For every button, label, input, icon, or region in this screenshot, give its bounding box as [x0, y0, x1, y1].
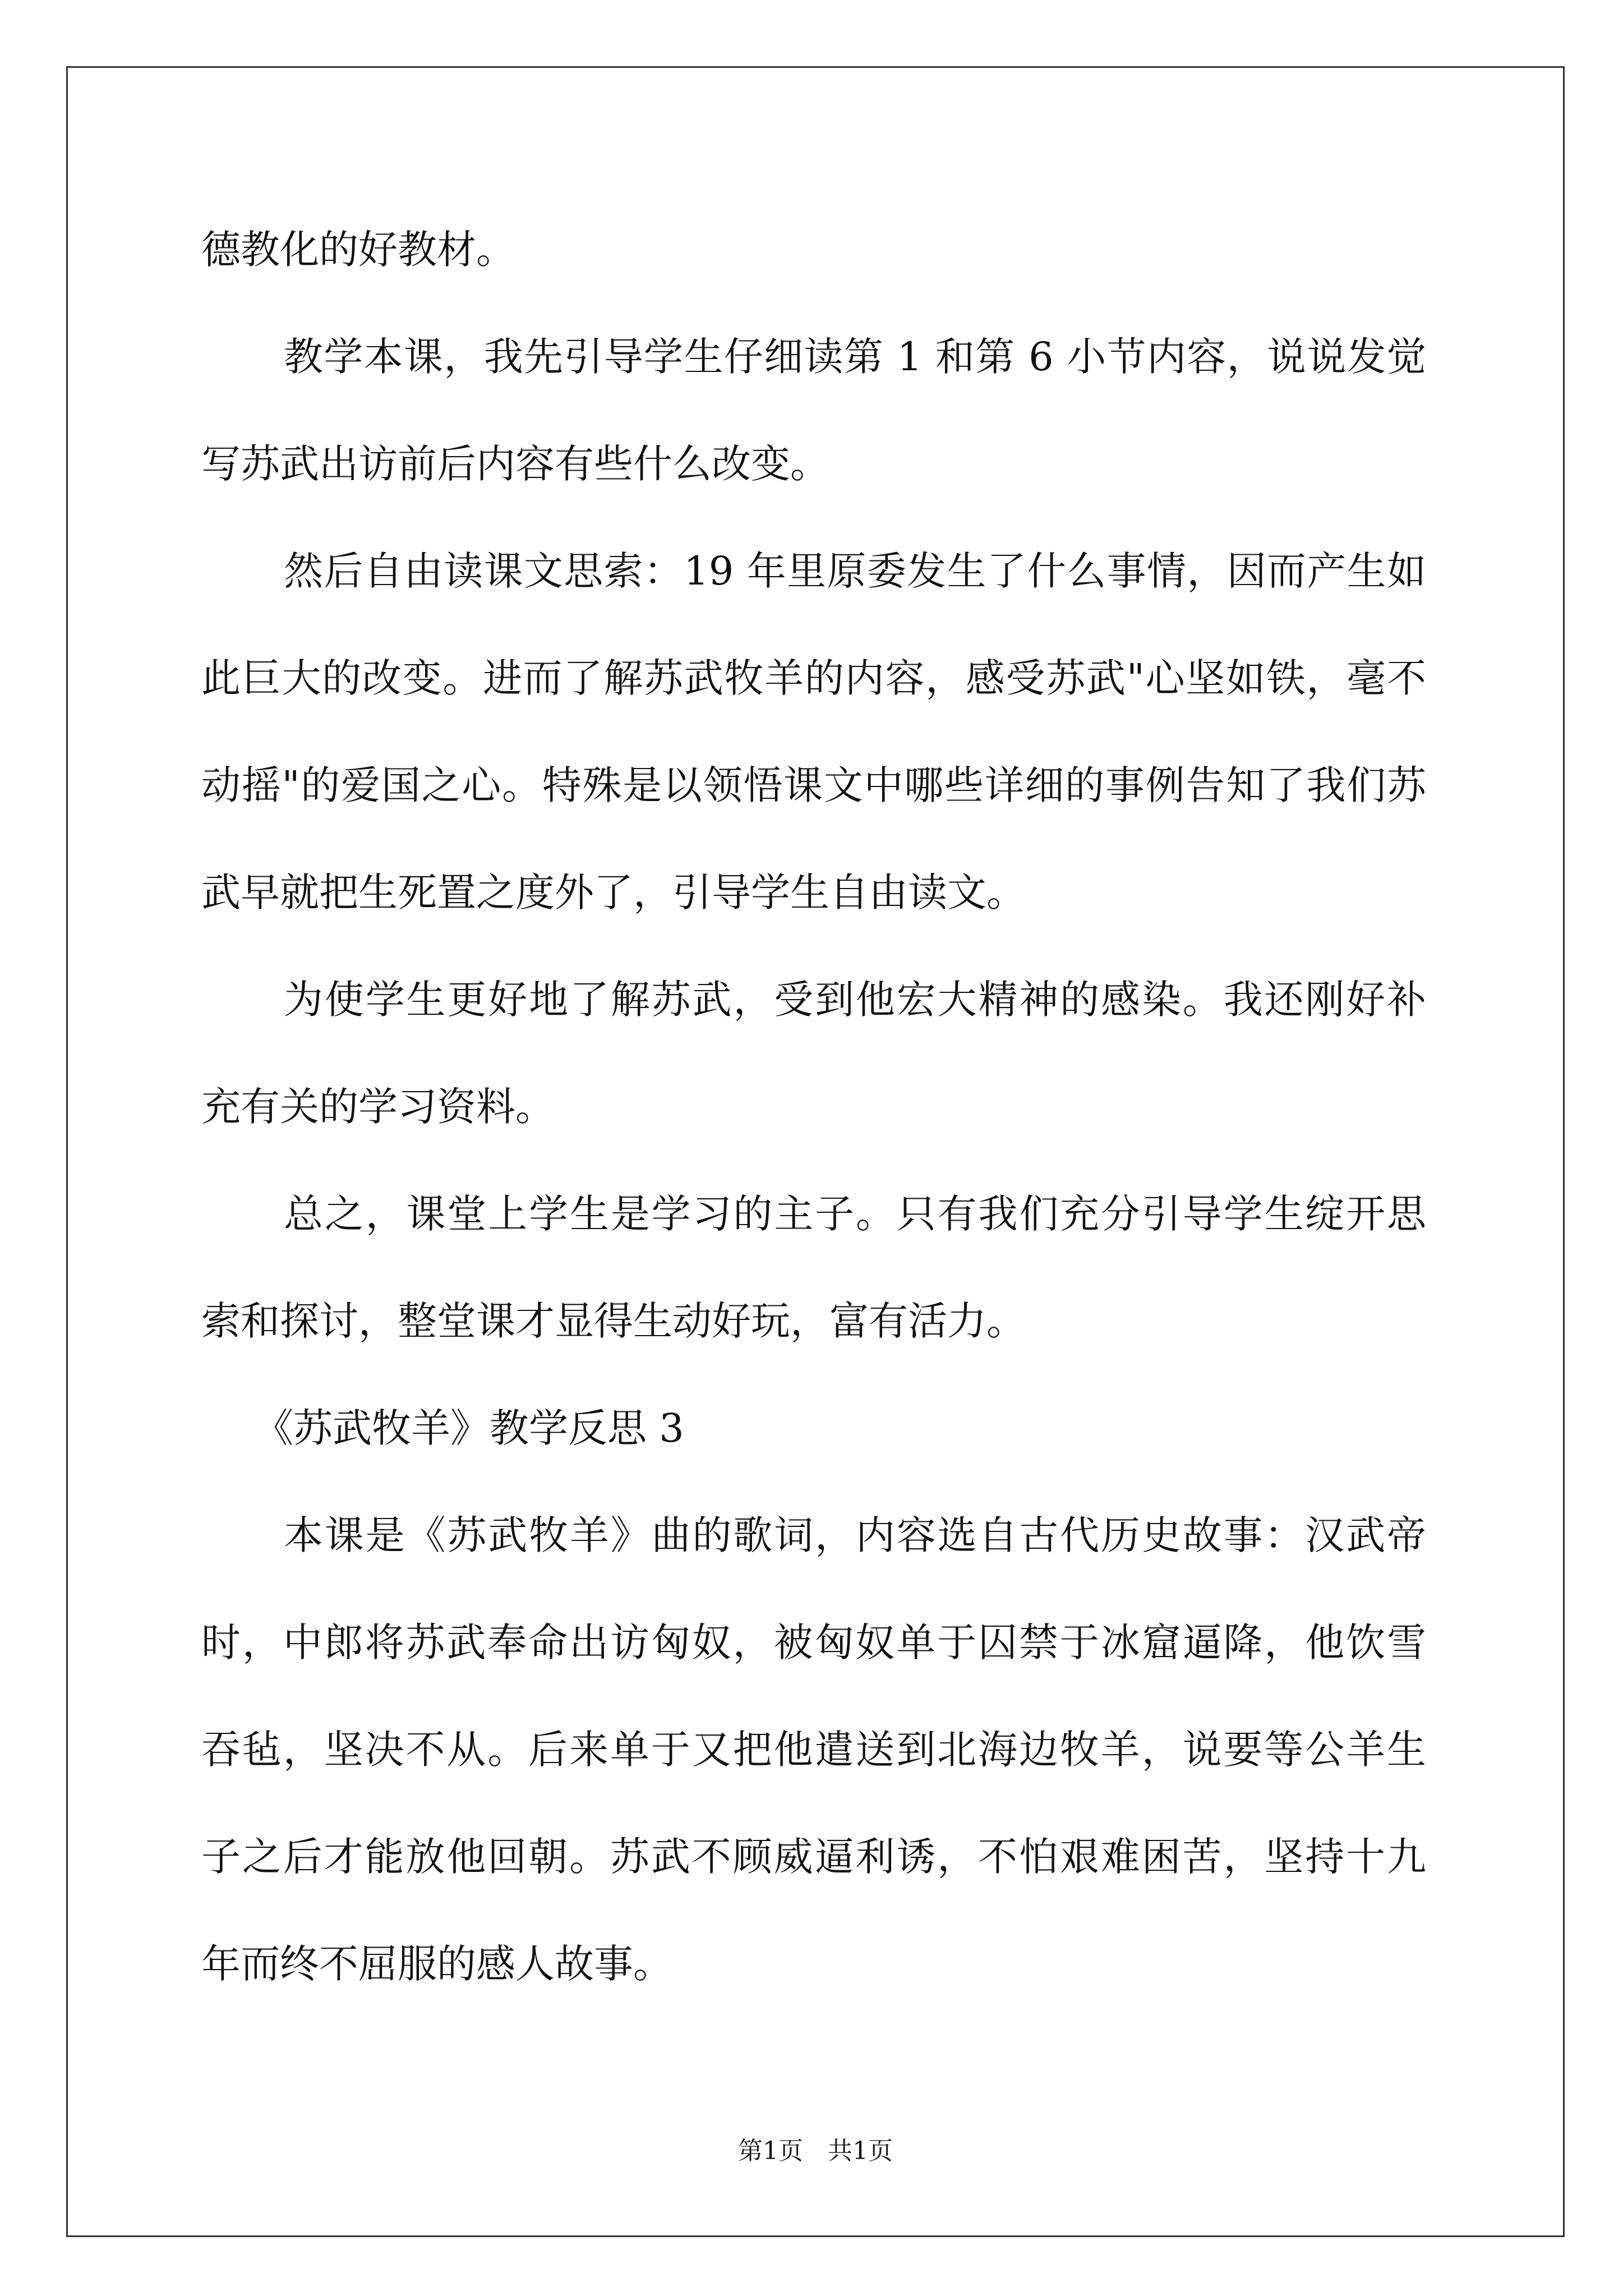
paragraph — [201, 518, 1426, 946]
paragraph-line: 武早就把生死置之度外了，引导学生自由读文。 — [201, 869, 1026, 915]
paragraph-line: 为使学生更好地了解苏武，受到他宏大精神的感染。我还刚好补 — [284, 977, 1426, 1023]
paragraph-line: 吞毡，坚决不从。后来单于又把他遣送到北海边牧羊，说要等公羊生 — [201, 1727, 1426, 1773]
paragraph-line: 教学本课，我先引导学生仔细读第 1 和第 6 小节内容，说说发觉 — [284, 334, 1426, 380]
paragraph-line: 德教化的好教材。 — [201, 227, 515, 273]
paragraph — [201, 1161, 1426, 1375]
paragraph — [201, 1482, 1426, 2018]
paragraph-line: 充有关的学习资料。 — [201, 1084, 555, 1130]
section-heading: 《苏武牧羊》教学反思 3 — [254, 1405, 684, 1451]
paragraph-line: 此巨大的改变。进而了解苏武牧羊的内容，感受苏武"心坚如铁，毫不 — [201, 655, 1426, 701]
paragraph — [201, 196, 1426, 303]
paragraph-line: 索和探讨，整堂课才显得生动好玩，富有活力。 — [201, 1298, 1026, 1344]
paragraph-line: 时，中郎将苏武奉命出访匈奴，被匈奴单于囚禁于冰窟逼降，他饮雪 — [201, 1619, 1426, 1665]
paragraph-line: 子之后才能放他回朝。苏武不顾威逼利诱，不怕艰难困苦，坚持十九 — [201, 1834, 1426, 1880]
paragraph-line: 本课是《苏武牧羊》曲的歌词，内容选自古代历史故事：汉武帝 — [284, 1512, 1426, 1558]
paragraph-line: 总之，课堂上学生是学习的主子。只有我们充分引导学生绽开思 — [284, 1191, 1426, 1237]
paragraph-line: 写苏武出访前后内容有些什么改变。 — [201, 441, 829, 487]
document-body — [201, 196, 1426, 2018]
paragraph — [201, 946, 1426, 1161]
paragraph-line: 然后自由读课文思索：19 年里原委发生了什么事情，因而产生如 — [284, 548, 1426, 594]
paragraph-line: 年而终不屈服的感人故事。 — [201, 1941, 672, 1987]
paragraph-line: 动摇"的爱国之心。特殊是以领悟课文中哪些详细的事例告知了我们苏 — [201, 762, 1426, 808]
paragraph — [201, 303, 1426, 518]
page-footer: 第1页 共1页 — [738, 2137, 893, 2165]
